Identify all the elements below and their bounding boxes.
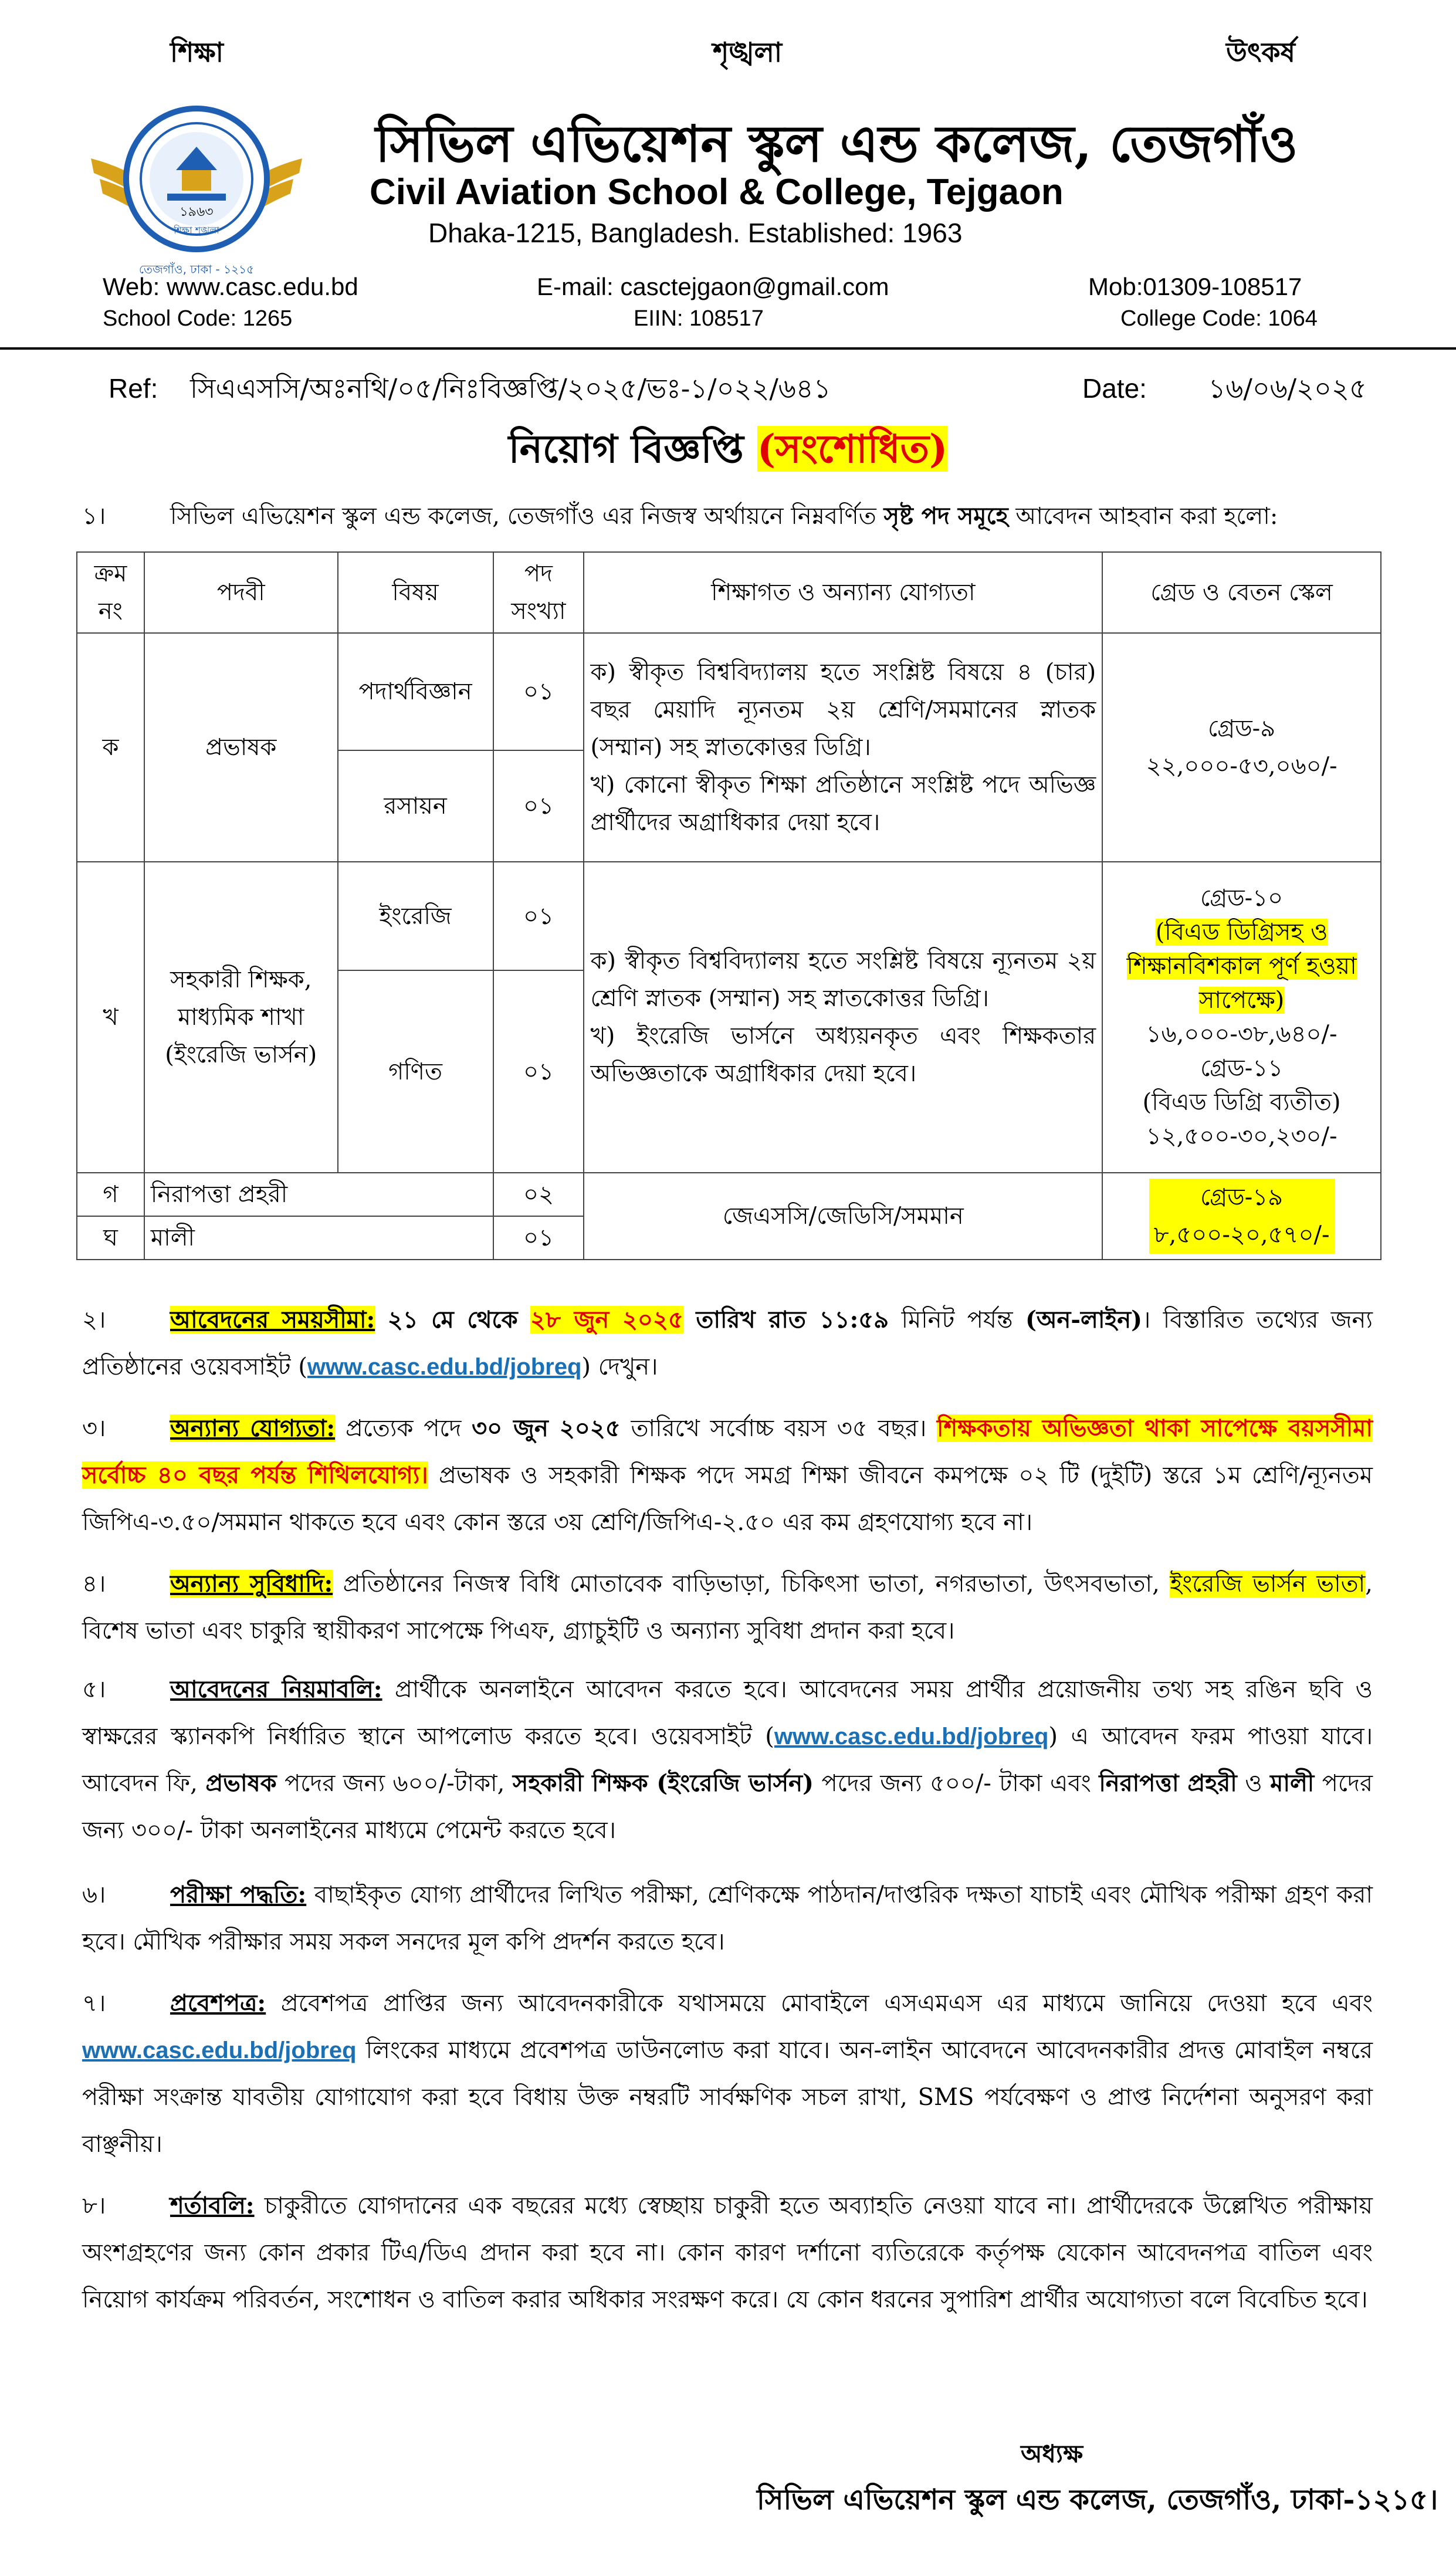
para-number: ৩।	[82, 1415, 106, 1442]
col-qualification: শিক্ষাগত ও অন্যান্য যোগ্যতা	[584, 552, 1102, 633]
posts-table	[76, 551, 1381, 1260]
date-label: Date:	[1082, 373, 1147, 404]
col-count: পদ সংখ্যা	[493, 552, 584, 633]
college-name-en: Civil Aviation School & College, Tejgaon	[370, 172, 1064, 212]
count-cell: ০১	[493, 1216, 584, 1260]
grade-label: গ্রেড-১৯	[1200, 1184, 1284, 1211]
logo-inner-text: শিক্ষা শৃঙ্খলা	[174, 225, 219, 236]
college-logo	[88, 76, 305, 282]
notice-title: নিয়োগ বিজ্ঞপ্তি	[508, 426, 744, 472]
ref-number: সিএএসসি/অঃনথি/০৫/নিঃবিজ্ঞপ্তি/২০২৫/ভঃ-১/০২২/৬৪১	[190, 373, 831, 404]
count-cell: ০১	[493, 862, 584, 970]
paragraph-8: ৮। শর্তাবলি: চাকুরীতে যোগদানের এক বছরের মধ্যে স্বেচ্ছায় চাকুরী হতে অব্যাহতি নেওয়া যাবে না। প্রার্থীদেরকে উল্লেখিত পরীক্ষায় অংশগ্রহণের জন্য কোন প্রকার টিএ/ডিএ প্রদান করা হবে না। কোন কারণ দর্শানো ব্যতিরেকে কর্তৃপক্ষ যেকোন আবেদনপত্র বাতিল এবং নিয়োগ কার্যক্রম পরিবর্তন, সংশোধন ও বাতিল করার অধিকার সংরক্ষণ করে। যে কোন ধরনের সুপারিশ প্রার্থীর অযোগ্যতা বলে বিবেচিত হবে।	[82, 2182, 1373, 2323]
college-code: College Code: 1064	[1120, 306, 1318, 331]
motto-education: শিক্ষা	[170, 36, 224, 68]
para-lead: আবেদনের নিয়মাবলি:	[170, 1676, 382, 1703]
motto-discipline: শৃঙ্খলা	[713, 36, 783, 68]
serial-cell: ঘ	[77, 1216, 144, 1260]
post-cell: সহকারী শিক্ষক, মাধ্যমিক শাখা (ইংরেজি ভার্সন)	[144, 862, 338, 1173]
serial-cell: গ	[77, 1173, 144, 1216]
email-address: E-mail: casctejgaon@gmail.com	[537, 273, 889, 300]
paragraph-3: ৩। অন্যান্য যোগ্যতা: প্রত্যেক পদে ৩০ জুন ২০২৫ তারিখে সর্বোচ্চ বয়স ৩৫ বছর। শিক্ষকতায় অভিজ্ঞতা থাকা সাপেক্ষে বয়সসীমা সর্বোচ্চ ৪০ বছর পর্যন্ত শিথিলযোগ্য। প্রভাষক ও সহকারী শিক্ষক পদে সমগ্র শিক্ষা জীবনে কমপক্ষে ০২ টি (দুইটি) স্তরে ১ম শ্রেণি/ন্যূনতম জিপিএ-৩.৫০/সমমান থাকতে হবে এবং কোন স্তরে ৩য় শ্রেণি/জিপিএ-২.৫০ এর কম গ্রহণযোগ্য হবে না।	[82, 1405, 1373, 1546]
post-cell: প্রভাষক	[144, 633, 338, 862]
notice-heading	[0, 419, 1456, 484]
logo-year: ১৯৬৩	[180, 205, 214, 219]
table-header-row	[77, 552, 1381, 633]
para-number: ২।	[82, 1307, 106, 1333]
paragraph-1: ১। সিভিল এভিয়েশন স্কুল এন্ড কলেজ, তেজগাঁও এর নিজস্ব অর্থায়নে নিম্নবর্ণিত সৃষ্ট পদ সমূহে আবেদন আহবান করা হলো:	[82, 493, 1373, 540]
count-cell: ০২	[493, 1173, 584, 1216]
subject-cell: রসায়ন	[338, 750, 493, 862]
created-posts: সৃষ্ট পদ সমূহে	[883, 502, 1008, 530]
qualification-b: খ) কোনো স্বীকৃত শিক্ষা প্রতিষ্ঠানে সংশ্লিষ্ট পদে অভিজ্ঞ প্রার্থীদের অগ্রাধিকার দেয়া হবে।	[590, 771, 1096, 836]
qualification-cell: জেএসসি/জেডিসি/সমমান	[584, 1173, 1102, 1260]
age-relaxation: শিক্ষকতায় অভিজ্ঞতা থাকা সাপেক্ষে বয়সসীমা সর্বোচ্চ ৪০ বছর পর্যন্ত শিথিলযোগ্য।	[82, 1414, 1373, 1489]
qualification-a: ক) স্বীকৃত বিশ্ববিদ্যালয় হতে সংশ্লিষ্ট বিষয়ে ৪ (চার) বছর মেয়াদি ন্যূনতম ২য় শ্রেণি/সমমানের স্নাতক (সম্মান) সহ স্নাতকোত্তর ডিগ্রি।	[590, 659, 1096, 761]
paragraph-5: ৫। আবেদনের নিয়মাবলি: প্রার্থীকে অনলাইনে আবেদন করতে হবে। আবেদনের সময় প্রার্থীর প্রয়োজনীয় তথ্য সহ রঙিন ছবি ও স্বাক্ষরের স্ক্যানকপি নির্ধারিত স্থানে আপলোড করতে হবে। ওয়েবসাইট (www.casc.edu.bd/jobreq) এ আবেদন ফরম পাওয়া যাবে। আবেদন ফি, প্রভাষক পদের জন্য ৬০০/-টাকা, সহকারী শিক্ষক (ইংরেজি ভার্সন) পদের জন্য ৫০০/- টাকা এবং নিরাপত্তা প্রহরী ও মালী পদের জন্য ৩০০/- টাকা অনলাইনের মাধ্যমে পেমেন্ট করতে হবে।	[82, 1666, 1373, 1854]
count-cell: ০১	[493, 633, 584, 750]
signatory-title: অধ্যক্ষ	[1021, 2439, 1083, 2468]
web-address: Web: www.casc.edu.bd	[103, 273, 358, 300]
col-serial: ক্রম নং	[77, 552, 144, 633]
count-cell: ০১	[493, 750, 584, 862]
count-cell: ০১	[493, 970, 584, 1173]
pay-scale: ১২,৫০০-৩০,২৩০/-	[1146, 1123, 1338, 1150]
grade-cell	[1102, 1173, 1381, 1260]
revised-tag: (সংশোধিত)	[757, 426, 948, 472]
table-row	[77, 862, 1381, 970]
para-lead: অন্যান্য সুবিধাদি:	[170, 1570, 333, 1597]
paragraph-2: ২। আবেদনের সময়সীমা: ২১ মে থেকে ২৮ জুন ২০২৫ তারিখ রাত ১১:৫৯ মিনিট পর্যন্ত (অন-লাইন)। বিস্তারিত তথ্যের জন্য প্রতিষ্ঠানের ওয়েবসাইট (www.casc.edu.bd/jobreq) দেখুন।	[82, 1297, 1373, 1390]
header-divider	[0, 347, 1456, 350]
grade-label: গ্রেড-১০	[1200, 885, 1284, 912]
qualification-cell	[584, 862, 1102, 1173]
college-address: Dhaka-1215, Bangladesh. Established: 1963	[428, 218, 963, 248]
pay-scale: ১৬,০০০-৩৮,৬৪০/-	[1146, 1021, 1338, 1048]
col-subject: বিষয়	[338, 552, 493, 633]
para-lead: শর্তাবলি:	[170, 2192, 255, 2219]
para-lead: প্রবেশপত্র:	[170, 1989, 266, 2017]
para-lead: পরীক্ষা পদ্ধতি:	[170, 1881, 307, 1908]
post-cell: মালী	[144, 1216, 493, 1260]
grade-cell	[1102, 862, 1381, 1173]
grade-label: গ্রেড-১১	[1200, 1055, 1284, 1082]
grade-label: গ্রেড-৯	[1208, 715, 1276, 742]
para-number: ৪।	[82, 1571, 106, 1597]
jobreq-link[interactable]: www.casc.edu.bd/jobreq	[774, 1724, 1049, 1749]
col-post: পদবী	[144, 552, 338, 633]
post-cell: নিরাপত্তা প্রহরী	[144, 1173, 493, 1216]
qualification-a: ক) স্বীকৃত বিশ্ববিদ্যালয় হতে সংশ্লিষ্ট বিষয়ে ন্যূনতম ২য় শ্রেণি স্নাতক (সম্মান) সহ স্নাতকোত্তর ডিগ্রি।	[590, 947, 1096, 1012]
date-line	[1082, 368, 1367, 413]
para-lead: আবেদনের সময়সীমা:	[170, 1306, 375, 1333]
grade-note: (বিএড ডিগ্রি ব্যতীত)	[1142, 1089, 1341, 1116]
table-row	[77, 1173, 1381, 1216]
subject-cell: ইংরেজি	[338, 862, 493, 970]
college-name-bn: সিভিল এভিয়েশন স্কুল এন্ড কলেজ, তেজগাঁও	[375, 114, 1298, 174]
para-number: ৬।	[82, 1881, 106, 1908]
signatory-institution: সিভিল এভিয়েশন স্কুল এন্ড কলেজ, তেজগাঁও, ঢাকা-১২১৫।	[757, 2483, 1438, 2516]
para-lead: অন্যান্য যোগ্যতা:	[170, 1414, 336, 1442]
paragraph-4: ৪। অন্যান্য সুবিধাদি: প্রতিষ্ঠানের নিজস্ব বিধি মোতাবেক বাড়িভাড়া, চিকিৎসা ভাতা, নগরভাতা, উৎসবভাতা, ইংরেজি ভার্সন ভাতা, বিশেষ ভাতা এবং চাকুরি স্থায়ীকরণ সাপেক্ষে পিএফ, গ্র্যাচুইটি ও অন্যান্য সুবিধা প্রদান করা হবে।	[82, 1561, 1373, 1654]
grade-cell	[1102, 633, 1381, 862]
paragraph-6: ৬। পরীক্ষা পদ্ধতি: বাছাইকৃত যোগ্য প্রার্থীদের লিখিত পরীক্ষা, শ্রেণিকক্ষে পাঠদান/দাপ্তরিক দক্ষতা যাচাই এবং মৌখিক পরীক্ষা গ্রহণ করা হবে। মৌখিক পরীক্ষার সময় সকল সনদের মূল কপি প্রদর্শন করতে হবে।	[82, 1871, 1373, 1965]
pay-scale: ৮,৫০০-২০,৫৭০/-	[1153, 1221, 1330, 1248]
serial-cell: খ	[77, 862, 144, 1173]
logo-location: তেজগাঁও, ঢাকা - ১২১৫	[138, 262, 255, 276]
para-number: ৫।	[82, 1676, 106, 1703]
paragraph-7: ৭। প্রবেশপত্র: প্রবেশপত্র প্রাপ্তির জন্য আবেদনকারীকে যথাসময়ে মোবাইলে এসএমএস এর মাধ্যমে জানিয়ে দেওয়া হবে এবং www.casc.edu.bd/jobreq লিংকের মাধ্যমে প্রবেশপত্র ডাউনলোড করা যাবে। অন-লাইন আবেদনে আবেদনকারীর প্রদত্ত মোবাইল নম্বরে পরীক্ষা সংক্রান্ত যাবতীয় যোগাযোগ করা হবে বিধায় উক্ত নম্বরটি সার্বক্ষণিক সচল রাখা, SMS পর্যবেক্ষণ ও প্রাপ্ত নির্দেশনা অনুসরণ করা বাঞ্ছনীয়।	[82, 1980, 1373, 2168]
reference-line	[109, 368, 831, 413]
para-number: ৭।	[82, 1990, 106, 2017]
pay-scale: ২২,০০০-৫৩,০৬০/-	[1146, 753, 1338, 780]
ref-label: Ref:	[109, 373, 158, 404]
date-value: ১৬/০৬/২০২৫	[1208, 373, 1367, 404]
grade-highlight	[1149, 1179, 1335, 1254]
motto-excellence: উৎকর্ষ	[1226, 36, 1295, 68]
subject-cell: পদার্থবিজ্ঞান	[338, 633, 493, 750]
subject-cell: গণিত	[338, 970, 493, 1173]
qualification-b: খ) ইংরেজি ভার্সনে অধ্যয়নকৃত এবং শিক্ষকতার অভিজ্ঞতাকে অগ্রাধিকার দেয়া হবে।	[590, 1023, 1096, 1087]
jobreq-link[interactable]: www.casc.edu.bd/jobreq	[82, 2037, 357, 2063]
deadline-date: ২৮ জুন ২০২৫	[530, 1306, 683, 1333]
english-version-allowance: ইংরেজি ভার্সন ভাতা	[1170, 1571, 1366, 1597]
para-number: ১।	[82, 503, 106, 530]
jobreq-link[interactable]: www.casc.edu.bd/jobreq	[307, 1354, 582, 1380]
eiin-number: EIIN: 108517	[634, 306, 764, 331]
col-grade: গ্রেড ও বেতন স্কেল	[1102, 552, 1381, 633]
school-code: School Code: 1265	[103, 306, 293, 331]
serial-cell: ক	[77, 633, 144, 862]
grade-note: (বিএড ডিগ্রিসহ ও শিক্ষানবিশকাল পূর্ণ হওয়া সাপেক্ষে)	[1126, 919, 1357, 1014]
qualification-cell	[584, 633, 1102, 862]
para-number: ৮।	[82, 2192, 106, 2219]
mobile-number: Mob:01309-108517	[1088, 273, 1302, 300]
table-row	[77, 633, 1381, 750]
